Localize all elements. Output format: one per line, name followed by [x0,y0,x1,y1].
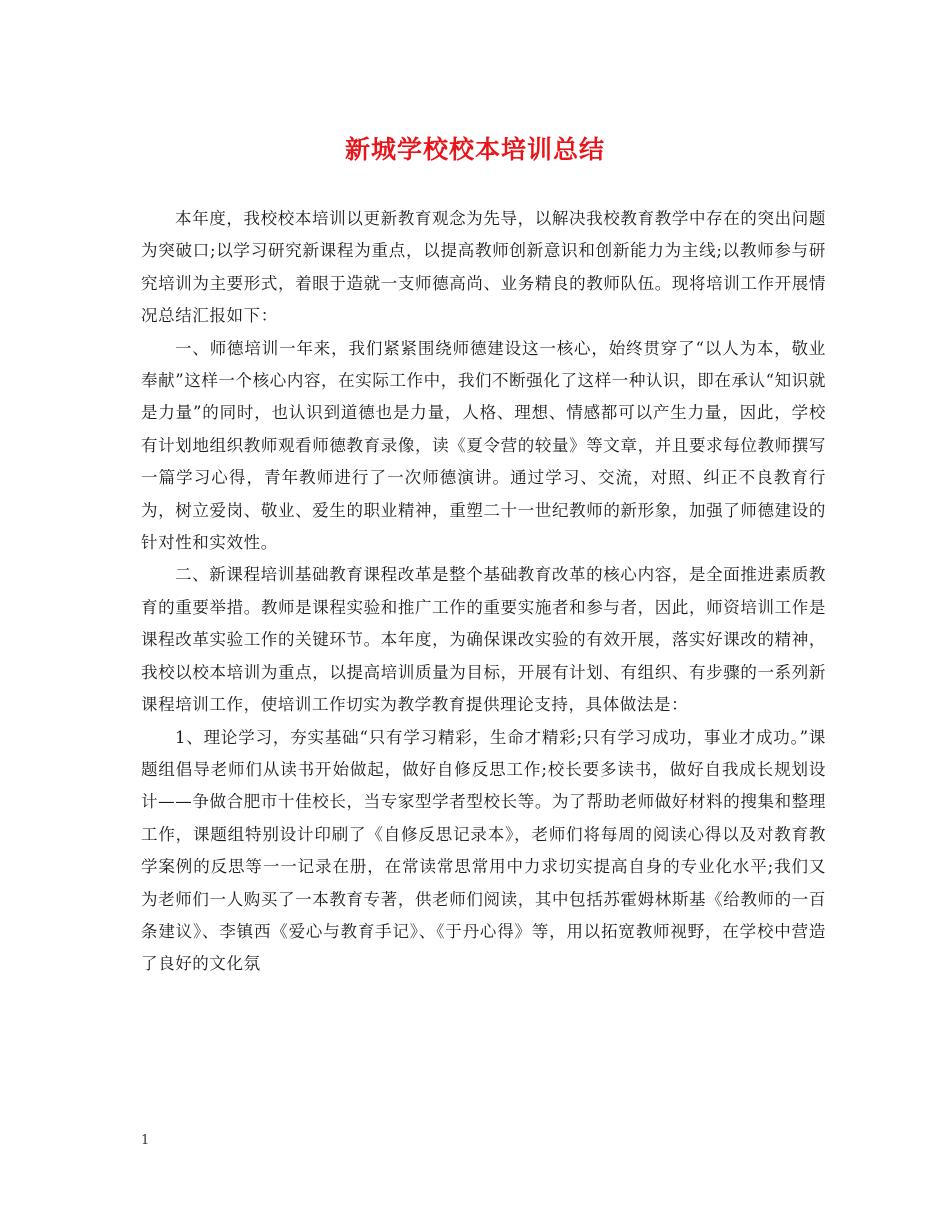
document-title: 新城学校校本培训总结 [344,135,605,164]
paragraph-new-curriculum-training: 二、新课程培训基础教育课程改革是整个基础教育改革的核心内容，是全面推进素质教育的重要举措。教师是课程实验和推广工作的重要实施者和参与者，因此，师资培训工作是课程改革实验工作的关键环节。本年度，为确保课改实验的有效开展，落实好课改的精神，我校以校本培训为重点，以提高培训质量为目标，开展有计划、有组织、有步骤的一系列新课程培训工作，使培训工作切实为教学教育提供理论支持，具体做法是： [141,565,826,715]
paragraph-intro: 本年度，我校校本培训以更新教育观念为先导，以解决我校教育教学中存在的突出问题为突破口;以学习研究新课程为重点，以提高教师创新意识和创新能力为主线;以教师参与研究培训为主要形式，着眼于造就一支师德高尚、业务精良的教师队伍。现将培训工作开展情况总结汇报如下： [141,209,826,326]
page-number: 1 [141,1133,150,1148]
document-body [141,203,826,981]
paragraph-theory-study: 1、理论学习，夯实基础“只有学习精彩，生命才精彩;只有学习成功，事业才成功。”课题组倡导老师们从读书开始做起，做好自修反思工作;校长要多读书，做好自我成长规划设计——争做合肥市十佳校长，当专家型学者型校长等。为了帮助老师做好材料的搜集和整理工作，课题组特别设计印刷了《自修反思记录本》，老师们将每周的阅读心得以及对教育教学案例的反思等一一记录在册，在常读常思常用中力求切实提高自身的专业化水平;我们又为老师们一人购买了一本教育专著，供老师们阅读，其中包括苏霍姆林斯基《给教师的一百条建议》、李镇西《爱心与教育手记》、《于丹心得》等，用以拓宽教师视野，在学校中营造了良好的文化氛 [141,727,826,974]
paragraph-ethics-training: 一、师德培训一年来，我们紧紧围绕师德建设这一核心，始终贯穿了“以人为本，敬业奉献”这样一个核心内容，在实际工作中，我们不断强化了这样一种认识，即在承认“知识就是力量”的同时，也认识到道德也是力量，人格、理想、情感都可以产生力量，因此，学校有计划地组织教师观看师德教育录像，读《夏令营的较量》等文章，并且要求每位教师撰写一篇学习心得，青年教师进行了一次师德演讲。通过学习、交流，对照、纠正不良教育行为，树立爱岗、敬业、爱生的职业精神，重塑二十一世纪教师的新形象，加强了师德建设的针对性和实效性。 [141,338,826,553]
